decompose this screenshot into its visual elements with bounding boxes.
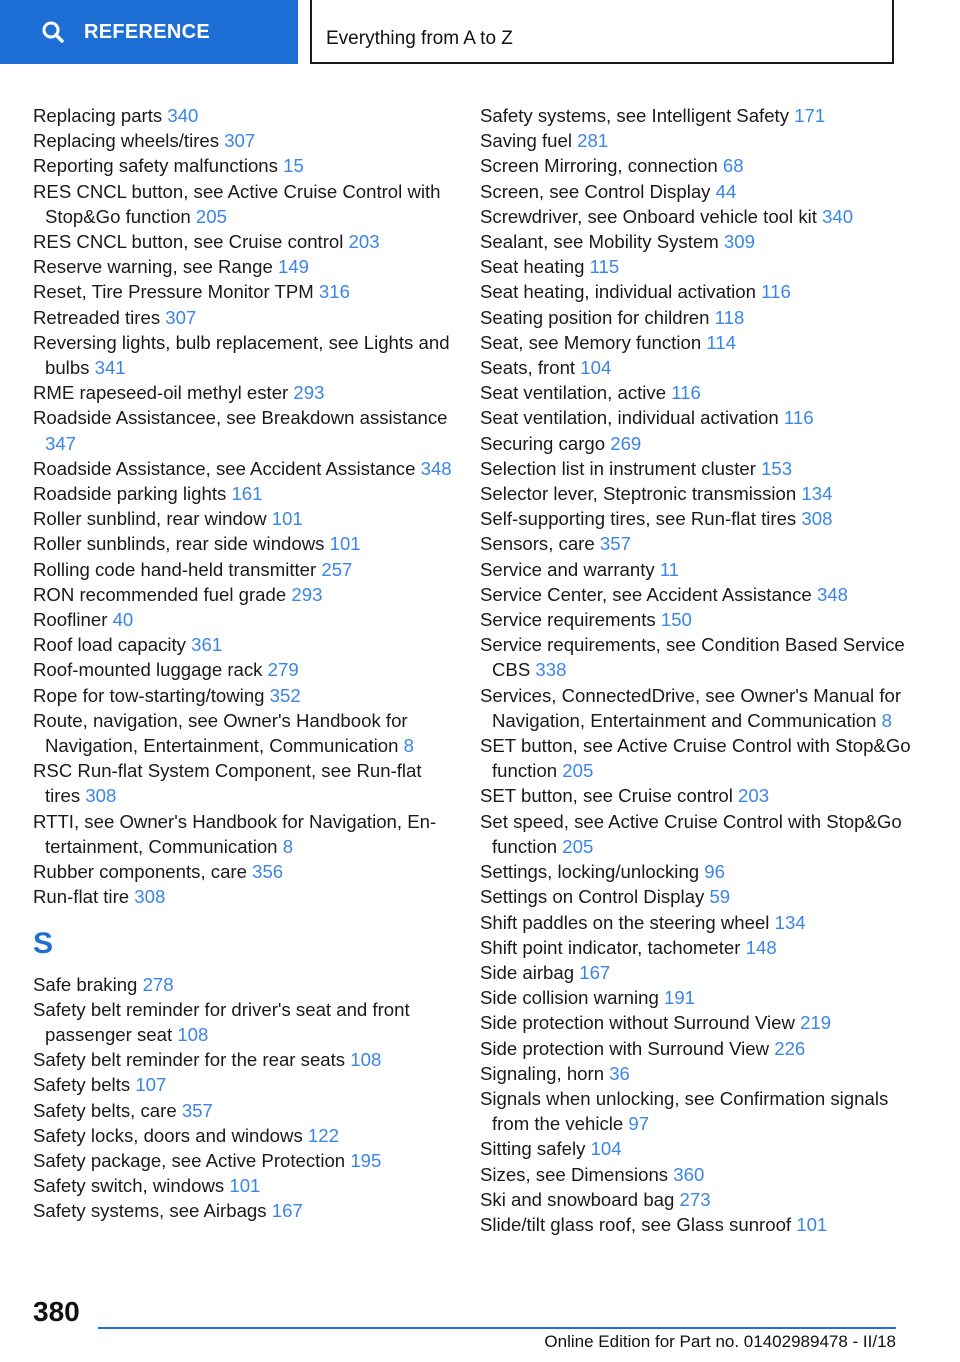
index-entry: [480, 279, 920, 304]
index-entry-page-link[interactable]: 11: [659, 558, 680, 580]
index-entry-page-link[interactable]: 360: [673, 1163, 705, 1185]
index-entry-text: Roadside parking lights: [33, 483, 227, 505]
index-entry: [480, 380, 920, 405]
index-entry: [480, 254, 920, 279]
index-entry-text: Safety systems, see Airbags: [33, 1200, 267, 1222]
index-entry-text: Safety locks, doors and windows: [33, 1124, 303, 1146]
index-entry-text: Sizes, see Dimensions: [480, 1163, 669, 1185]
index-entry: [480, 1187, 920, 1212]
index-entry: [480, 153, 920, 178]
index-entry-page-link[interactable]: 149: [277, 256, 309, 278]
index-entry-page-link[interactable]: 118: [714, 306, 745, 328]
index-entry-page-link[interactable]: 44: [715, 180, 737, 202]
index-entry: [33, 103, 453, 128]
index-entry: [480, 733, 920, 783]
index-entry: [33, 884, 453, 909]
index-entry-page-link[interactable]: 107: [135, 1074, 167, 1096]
index-entry-text: Screen, see Control Display: [480, 180, 711, 202]
index-entry: [480, 405, 920, 430]
index-entry-page-link[interactable]: 134: [774, 911, 806, 933]
index-entry: [33, 128, 453, 153]
index-entry: [33, 1047, 453, 1072]
index-entry-page-link[interactable]: 36: [609, 1062, 630, 1084]
index-entry: [480, 985, 920, 1010]
index-entry-text: Roofliner: [33, 609, 108, 631]
index-entry-page-link[interactable]: 104: [580, 357, 612, 379]
index-entry: [480, 683, 920, 733]
index-entry-page-link[interactable]: 116: [761, 281, 791, 303]
index-entry-page-link[interactable]: 195: [350, 1149, 382, 1171]
index-entry-text: Seat heating: [480, 256, 585, 278]
index-entry-text: SET button, see Cruise control: [480, 785, 733, 807]
index-entry-text: Selection list in instrument cluster: [480, 457, 756, 479]
index-entry-page-link[interactable]: 340: [822, 205, 854, 227]
index-entry: [33, 607, 453, 632]
index-entry-page-link[interactable]: 348: [816, 583, 848, 605]
index-entry: [480, 1036, 920, 1061]
index-entry-page-link[interactable]: 8: [881, 709, 892, 731]
index-entry-text: Sensors, care: [480, 533, 595, 555]
index-entry-page-link[interactable]: 122: [307, 1124, 339, 1146]
index-entry-page-link[interactable]: 167: [579, 961, 611, 983]
index-entry-page-link[interactable]: 171: [794, 105, 826, 126]
index-entry-page-link[interactable]: 59: [709, 886, 731, 908]
index-entry-page-link[interactable]: 116: [783, 407, 814, 429]
index-entry-page-link[interactable]: 307: [165, 306, 197, 328]
index-entry-text: Seat heating, individual activation: [480, 281, 756, 303]
index-entry: [33, 456, 453, 481]
index-entry-page-link[interactable]: 281: [577, 130, 609, 152]
index-column-right: [480, 103, 920, 1237]
index-entry: [33, 582, 453, 607]
index-entry: [480, 128, 920, 153]
chapter-title-box: [310, 0, 894, 64]
index-entry: [480, 557, 920, 582]
index-entry-page-link[interactable]: 101: [271, 508, 303, 530]
index-entry-text: Replacing wheels/tires: [33, 130, 220, 152]
index-entry-text: Roadside Assistance, see Accident Assistance: [33, 457, 416, 479]
index-entry-page-link[interactable]: 338: [535, 659, 567, 681]
index-entry-text: Safety belts, care: [33, 1099, 177, 1121]
index-entry-page-link[interactable]: 205: [562, 835, 594, 857]
index-entry-page-link[interactable]: 257: [321, 558, 353, 580]
index-entry: [480, 355, 920, 380]
index-entry-page-link[interactable]: 205: [195, 205, 227, 227]
index-entry: [480, 229, 920, 254]
index-entry-page-link[interactable]: 108: [350, 1049, 382, 1071]
index-entry-text: Service Center, see Accident Assistance: [480, 583, 812, 605]
index-entry-page-link[interactable]: 293: [293, 382, 325, 404]
index-entry: [480, 582, 920, 607]
index-entry-page-link[interactable]: 357: [599, 533, 631, 555]
index-entry-text: Screen Mirroring, connection: [480, 155, 718, 177]
index-entry: [480, 103, 920, 128]
index-entry-page-link[interactable]: 68: [722, 155, 744, 177]
index-entry: [33, 1198, 453, 1223]
footer-divider: [98, 1327, 896, 1329]
index-entry-page-link[interactable]: 269: [610, 432, 642, 454]
index-entry-text: RES CNCL button, see Active Cruise Control with Stop&Go function: [33, 180, 441, 227]
index-entry: [33, 657, 453, 682]
section-letter: S: [33, 926, 54, 960]
index-entry-page-link[interactable]: 309: [723, 231, 755, 253]
index-entry-page-link[interactable]: 148: [745, 936, 777, 958]
index-entry: [480, 1086, 920, 1136]
index-entry-text: Securing cargo: [480, 432, 606, 454]
index-entry-text: Reporting safety malfunctions: [33, 155, 278, 177]
index-entry-text: Service requirements: [480, 609, 656, 631]
index-entry: [33, 997, 453, 1047]
index-entry-text: Ski and snowboard bag: [480, 1188, 675, 1210]
index-entry-page-link[interactable]: 293: [291, 583, 323, 605]
index-entry: [480, 531, 920, 556]
index-entry-text: SET button, see Active Cruise Control with Stop&Go function: [480, 735, 911, 782]
index-entry: [480, 1010, 920, 1035]
index-entry-text: Safety belt reminder for driver's seat and front passenger seat: [33, 998, 410, 1045]
index-entry-page-link[interactable]: 361: [191, 634, 223, 656]
index-entry-page-link[interactable]: 101: [329, 533, 361, 555]
index-entry: [33, 279, 453, 304]
index-entry-page-link[interactable]: 352: [269, 684, 301, 706]
index-entry-text: Replacing parts: [33, 105, 163, 126]
index-entry: [33, 1123, 453, 1148]
index-entry-text: Roller sunblind, rear window: [33, 508, 267, 530]
index-entry-page-link[interactable]: 273: [679, 1188, 711, 1210]
index-entry: [33, 1148, 453, 1173]
index-entry-text: Retreaded tires: [33, 306, 161, 328]
index-entry-page-link[interactable]: 167: [271, 1200, 303, 1222]
index-entry-page-link[interactable]: 104: [590, 1138, 622, 1160]
index-entry-text: Reset, Tire Pressure Monitor TPM: [33, 281, 314, 303]
index-entry-page-link[interactable]: 114: [706, 331, 736, 353]
index-entry-page-link[interactable]: 308: [801, 508, 833, 530]
index-entry-page-link[interactable]: 101: [796, 1213, 828, 1235]
index-entry: [480, 506, 920, 531]
index-entry-text: Selector lever, Steptronic transmission: [480, 483, 797, 505]
index-entry-text: Roller sunblinds, rear side windows: [33, 533, 325, 555]
page-number: 380: [33, 1296, 80, 1327]
index-entry: [480, 960, 920, 985]
index-entry-page-link[interactable]: 226: [774, 1037, 806, 1059]
index-entry-page-link[interactable]: 191: [663, 987, 696, 1009]
index-entry-text: Route, navigation, see Owner's Handbook for Navigation, Entertainment, Communication: [33, 709, 408, 757]
index-entry: [33, 305, 453, 330]
index-entry-text: Safety belts: [33, 1074, 131, 1096]
reference-tab[interactable]: [0, 0, 298, 64]
index-entry: [33, 254, 453, 279]
index-entry: [480, 607, 920, 632]
index-entry-page-link[interactable]: 116: [671, 382, 701, 404]
index-column-left: [33, 103, 453, 1224]
index-entry-text: Safe braking: [33, 973, 138, 995]
index-entry-page-link[interactable]: 316: [318, 281, 350, 303]
index-entry-page-link[interactable]: 340: [167, 105, 199, 126]
index-entry: [33, 859, 453, 884]
chapter-title: Everything from A to Z: [326, 28, 513, 49]
index-entry-text: Seat ventilation, active: [480, 382, 667, 404]
index-entry: [33, 153, 453, 178]
index-entry-text: Side protection with Surround View: [480, 1037, 770, 1059]
index-entry: [480, 935, 920, 960]
index-entry-text: Rope for tow-starting/towing: [33, 684, 265, 706]
index-entry: [33, 1072, 453, 1097]
index-entry-text: Safety switch, windows: [33, 1175, 225, 1197]
index-entry: [33, 179, 453, 229]
index-entry-text: Seats, front: [480, 357, 576, 379]
index-entry-page-link[interactable]: 115: [589, 256, 620, 278]
index-entry: [480, 632, 920, 682]
index-entry-page-link[interactable]: 150: [660, 609, 692, 631]
index-entry-page-link[interactable]: 97: [628, 1113, 650, 1135]
index-entry: [33, 1173, 453, 1198]
index-entry-page-link[interactable]: 40: [112, 609, 134, 631]
index-entry: [480, 204, 920, 229]
index-entry-text: RON recommended fuel grade: [33, 583, 287, 605]
index-entry-text: RES CNCL button, see Cruise control: [33, 231, 344, 253]
index-entry: [480, 1136, 920, 1161]
index-entry-text: Shift point indicator, tachometer: [480, 936, 741, 958]
index-entry: [33, 809, 453, 859]
index-entry-text: Roadside Assistancee, see Breakdown assistance: [33, 407, 448, 429]
index-entry: [33, 1098, 453, 1123]
index-entry-text: Safety package, see Active Protection: [33, 1149, 346, 1171]
index-entry-text: RSC Run-flat System Component, see Run-flat tires: [33, 760, 422, 807]
index-entry-page-link[interactable]: 96: [704, 861, 725, 883]
index-entry-page-link[interactable]: 308: [85, 785, 117, 807]
index-entry-text: Seat, see Memory function: [480, 331, 702, 353]
index-entry-text: Settings, locking/unlocking: [480, 861, 700, 883]
index-entry-text: Rubber components, care: [33, 861, 247, 883]
index-entry: [480, 481, 920, 506]
index-entry-text: Service requirements, see Condition Based Service CBS: [480, 634, 905, 681]
index-entry-text: Safety belt reminder for the rear seats: [33, 1049, 346, 1071]
index-entry-page-link[interactable]: 203: [738, 785, 770, 807]
index-entry-text: Reserve warning, see Range: [33, 256, 273, 278]
index-entry-text: Services, ConnectedDrive, see Owner's Manual for Navigation, Entertainment and Communication: [480, 684, 902, 731]
index-entry-text: Safety systems, see Intelligent Safety: [480, 105, 790, 126]
index-entry-text: Sitting safely: [480, 1138, 586, 1160]
index-entry-page-link[interactable]: 279: [267, 659, 299, 681]
index-entry-page-link[interactable]: 203: [348, 231, 380, 253]
index-entry-text: Reversing lights, bulb replacement, see Lights and bulbs: [33, 331, 450, 379]
index-entry: [480, 431, 920, 456]
index-entry-text: Seat ventilation, individual activation: [480, 407, 779, 429]
search-icon: [42, 21, 64, 43]
index-entry-text: Settings on Control Display: [480, 886, 705, 908]
index-entry: [480, 1061, 920, 1086]
index-entry-text: Roof load capacity: [33, 634, 186, 656]
index-entry-page-link[interactable]: 153: [761, 457, 793, 479]
index-entry-text: Side protection without Surround View: [480, 1012, 795, 1034]
index-entry-text: Screwdriver, see Onboard vehicle tool kit: [480, 205, 817, 227]
index-entry: [33, 632, 453, 657]
index-entry: [480, 783, 920, 808]
index-entry: [33, 330, 453, 380]
index-entry: [33, 683, 453, 708]
index-entry: [480, 809, 920, 859]
index-entry-text: Sealant, see Mobility System: [480, 231, 719, 253]
index-entry-text: Saving fuel: [480, 130, 572, 152]
index-entry-page-link[interactable]: 357: [181, 1099, 213, 1121]
index-entry-page-link[interactable]: 341: [94, 357, 126, 379]
index-entry-page-link[interactable]: 161: [231, 483, 263, 505]
index-entry-text: Slide/tilt glass roof, see Glass sunroof: [480, 1213, 792, 1235]
index-entry: [480, 1212, 920, 1237]
index-entry-text: Side airbag: [480, 961, 575, 983]
index-entry-page-link[interactable]: 8: [282, 835, 294, 857]
index-entry-page-link[interactable]: 205: [562, 760, 594, 782]
index-entry: [480, 910, 920, 935]
index-entry: [480, 305, 920, 330]
index-entry: [33, 531, 453, 556]
index-entry-page-link[interactable]: 8: [403, 735, 414, 757]
index-entry: [480, 884, 920, 909]
index-entry-page-link[interactable]: 347: [45, 432, 77, 454]
reference-tab-label: REFERENCE: [84, 20, 211, 43]
index-entry-text: Run-flat tire: [33, 886, 130, 908]
index-entry-page-link[interactable]: 307: [224, 130, 256, 152]
index-entry-page-link[interactable]: 108: [177, 1023, 209, 1045]
footer-edition: Online Edition for Part no. 01402989478 - II/18: [544, 1332, 896, 1351]
index-entry-text: Rolling code hand-held transmitter: [33, 558, 317, 580]
index-entry-page-link[interactable]: 278: [142, 973, 174, 995]
index-entry-text: Roof-mounted luggage rack: [33, 659, 263, 681]
index-entry: [33, 380, 453, 405]
index-entry-text: Seating position for children: [480, 306, 710, 328]
index-entry: [480, 1162, 920, 1187]
index-entry: [33, 229, 453, 254]
index-entry: [33, 708, 453, 758]
index-entry: [480, 456, 920, 481]
index-entry-page-link[interactable]: 356: [252, 861, 284, 883]
index-entry-text: RTTI, see Owner's Handbook for Navigation, Entertainment, Communication: [33, 810, 437, 857]
index-entry-page-link[interactable]: 348: [420, 457, 452, 479]
index-entry-page-link[interactable]: 308: [134, 886, 166, 908]
index-entry: [33, 405, 453, 455]
index-entry: [33, 972, 453, 997]
index-entry: [33, 557, 453, 582]
index-entry: [480, 330, 920, 355]
index-entry-text: Service and warranty: [480, 558, 655, 580]
index-entry-text: Signaling, horn: [480, 1062, 605, 1084]
index-entry-text: Signals when unlocking, see Confirmation signals from the vehicle: [480, 1087, 889, 1135]
index-entry-page-link[interactable]: 219: [800, 1012, 832, 1034]
index-entry-page-link[interactable]: 15: [283, 155, 304, 177]
index-entry: [33, 758, 453, 808]
index-entry-text: Self-supporting tires, see Run-flat tires: [480, 508, 797, 530]
index-entry-text: Shift paddles on the steering wheel: [480, 911, 770, 933]
index-entry-text: RME rapeseed-oil methyl ester: [33, 382, 289, 404]
index-entry: [33, 506, 453, 531]
index-entry: [480, 179, 920, 204]
index-entry-page-link[interactable]: 134: [801, 483, 833, 505]
index-entry-page-link[interactable]: 101: [229, 1175, 261, 1197]
page-header: [0, 0, 960, 66]
index-entry: [33, 481, 453, 506]
index-entry: [480, 859, 920, 884]
index-entry-text: Side collision warning: [480, 987, 659, 1009]
index-entry-text: Set speed, see Active Cruise Control with Stop&Go function: [480, 810, 902, 857]
